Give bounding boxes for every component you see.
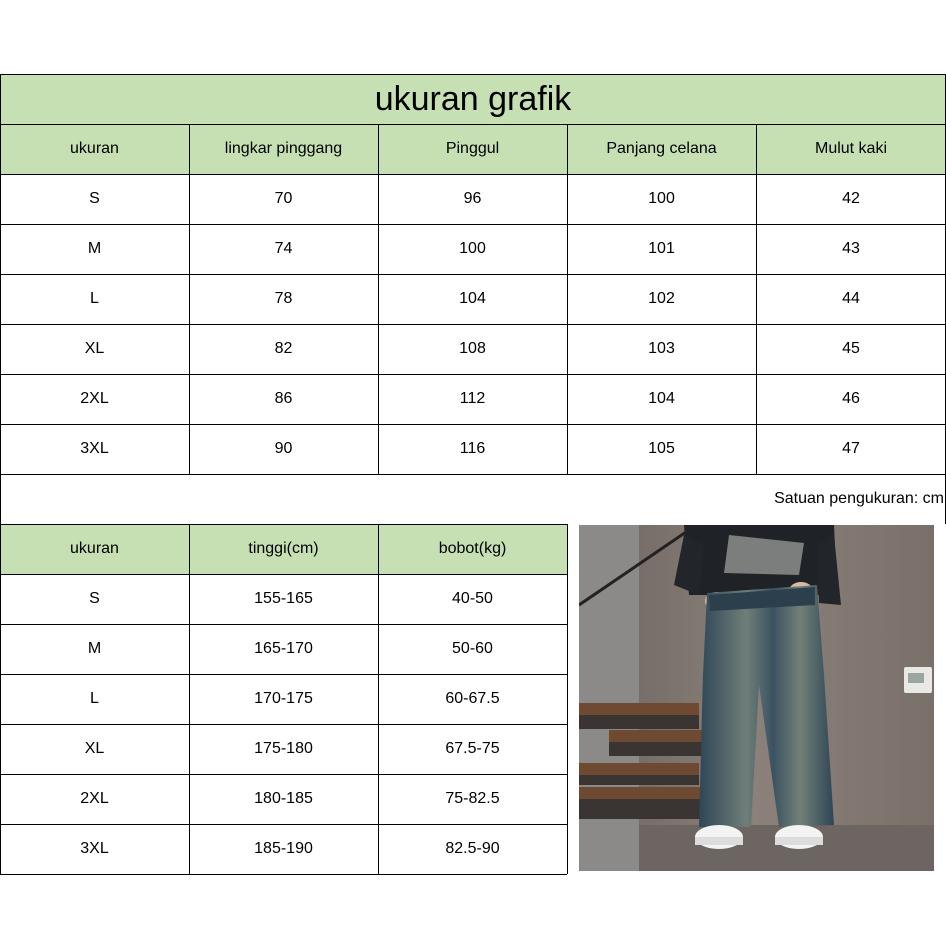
fit_table-cell-r0-c2: 40-50 [452, 590, 493, 607]
grid-line-h [0, 324, 946, 325]
grid-line-v [378, 524, 379, 874]
fit_table-cell-r0-c1: 155-165 [254, 590, 313, 607]
grid-line-h [0, 374, 946, 375]
size_table-cell-r0-c3: 100 [648, 190, 675, 207]
size_table-cell-r1-c3: 101 [648, 240, 675, 257]
grid-line-v [378, 124, 379, 474]
grid-line-v [189, 524, 190, 874]
grid-line-h [0, 474, 946, 475]
size_table-cell-r2-c0: L [90, 290, 99, 307]
fit_table-cell-r4-c1: 180-185 [254, 790, 313, 807]
grid-line-v [0, 74, 1, 875]
fit_table-cell-r0-c0: S [89, 590, 100, 607]
size_table-cell-r4-c1: 86 [274, 390, 293, 407]
size_table-cell-r0-c1: 70 [274, 190, 293, 207]
size_table-cell-r3-c4: 45 [842, 340, 860, 357]
grid-line-h [0, 824, 567, 825]
grid-line-v [567, 124, 568, 474]
fit_table-cell-r3-c2: 67.5-75 [445, 740, 500, 757]
grid-line-h [0, 524, 567, 525]
size_table-header-1: lingkar pinggang [189, 124, 378, 174]
grid-line-h [0, 774, 567, 775]
size_table-header-3: Panjang celana [567, 124, 756, 174]
grid-line-v [189, 124, 190, 474]
size_table-cell-r3-c3: 103 [648, 340, 675, 357]
size_table-cell-r1-c2: 100 [459, 240, 486, 257]
size_table-cell-r4-c0: 2XL [80, 390, 109, 407]
fit_table-cell-r1-c0: M [87, 640, 102, 657]
fit_table-cell-r2-c0: L [90, 690, 99, 707]
size_table-cell-r2-c3: 102 [648, 290, 675, 307]
fit_table-cell-r2-c1: 170-175 [254, 690, 313, 707]
fit_table-cell-r5-c0: 3XL [80, 840, 109, 857]
fit_table-cell-r1-c2: 50-60 [452, 640, 493, 657]
grid-line-h [0, 574, 567, 575]
size_table-cell-r1-c0: M [87, 240, 102, 257]
size_table-cell-r5-c3: 105 [648, 440, 675, 457]
grid-line-h [0, 724, 567, 725]
size_table-cell-r3-c1: 82 [274, 340, 293, 357]
size_table-cell-r0-c0: S [89, 190, 100, 207]
size_table-cell-r3-c2: 108 [459, 340, 486, 357]
fit_table-cell-r5-c1: 185-190 [254, 840, 313, 857]
grid-line-h [0, 74, 946, 75]
fit_table-cell-r5-c2: 82.5-90 [445, 840, 500, 857]
size_table-cell-r3-c0: XL [84, 340, 105, 357]
size_table-cell-r5-c1: 90 [274, 440, 293, 457]
chart-title: ukuran grafik [374, 79, 572, 118]
size_table-cell-r2-c2: 104 [459, 290, 486, 307]
grid-line-h [0, 424, 946, 425]
fit_table-cell-r2-c2: 60-67.5 [445, 690, 500, 707]
size_table-cell-r4-c4: 46 [842, 390, 860, 407]
grid-line-h [0, 224, 946, 225]
fit_table-cell-r3-c1: 175-180 [254, 740, 313, 757]
jeans-model-illustration [579, 525, 934, 871]
fit_table-cell-r1-c1: 165-170 [254, 640, 313, 657]
fit_table-header-1: tinggi(cm) [189, 524, 378, 574]
fit_table-cell-r4-c2: 75-82.5 [445, 790, 500, 807]
grid-line-h [0, 124, 946, 125]
size_table-cell-r4-c2: 112 [459, 390, 486, 407]
fit_table-header-2: bobot(kg) [378, 524, 567, 574]
size_table-cell-r2-c4: 44 [842, 290, 860, 307]
fit_table-cell-r4-c0: 2XL [80, 790, 109, 807]
grid-line-h [0, 624, 567, 625]
grid-line-h [0, 874, 567, 875]
size_table-cell-r1-c4: 43 [842, 240, 860, 257]
size_table-header-2: Pinggul [378, 124, 567, 174]
unit-note: Satuan pengukuran: cm [774, 490, 944, 507]
size_table-cell-r2-c1: 78 [274, 290, 293, 307]
chart-title-cell [0, 74, 946, 124]
grid-line-v [756, 124, 757, 474]
fit_table-header-0: ukuran [0, 524, 189, 574]
size_table-cell-r4-c3: 104 [648, 390, 675, 407]
product-photo [579, 525, 934, 871]
fit_table-cell-r3-c0: XL [84, 740, 105, 757]
grid-line-h [0, 274, 946, 275]
grid-line-v [567, 524, 568, 874]
grid-line-h [0, 174, 946, 175]
size_table-cell-r1-c1: 74 [274, 240, 293, 257]
size_table-cell-r0-c4: 42 [842, 190, 860, 207]
size_table-header-4: Mulut kaki [756, 124, 946, 174]
unit-note-cell [0, 474, 946, 524]
size_table-header-0: ukuran [0, 124, 189, 174]
grid-line-h [0, 674, 567, 675]
size_table-cell-r0-c2: 96 [463, 190, 482, 207]
size_table-cell-r5-c2: 116 [459, 440, 486, 457]
size_table-cell-r5-c0: 3XL [80, 440, 109, 457]
size_table-cell-r5-c4: 47 [842, 440, 860, 457]
